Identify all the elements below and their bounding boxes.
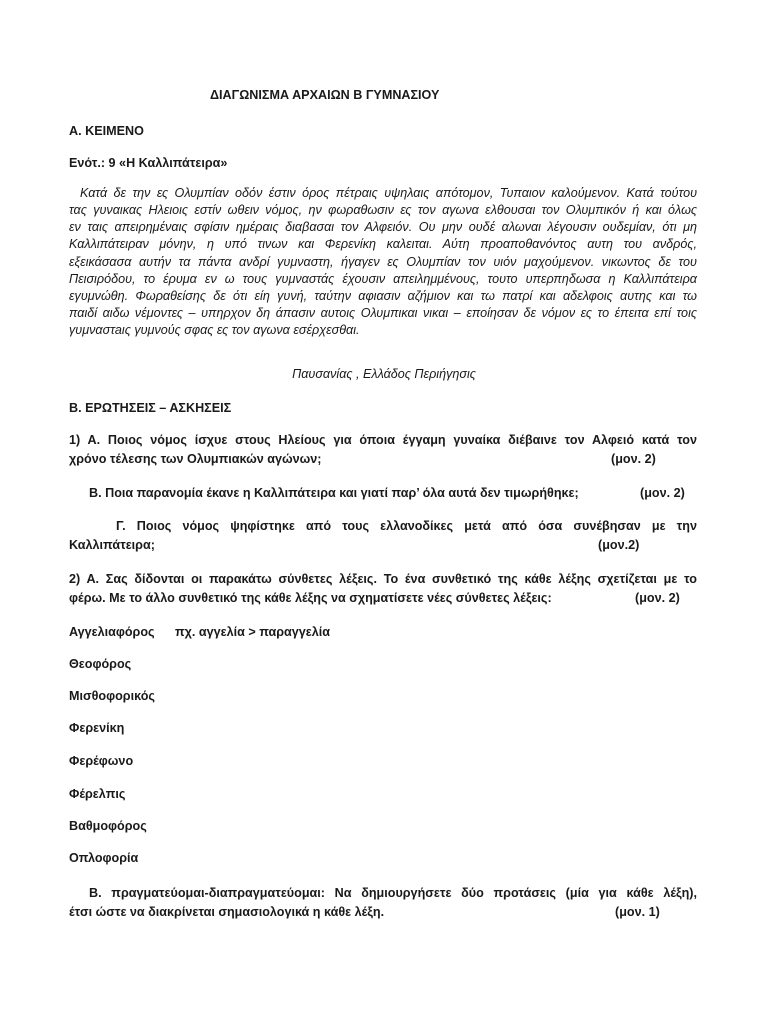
- word-item: Φέρελπις: [69, 787, 126, 801]
- question-1a-points: (μον. 2): [611, 452, 656, 466]
- question-1c-line: Καλλιπάτειρα;: [69, 538, 155, 552]
- text-line: Καλλιπάτειραν μόνην, η υπό τινων και Φερενίκη καλειται. Αύτη προαποθανόντος αυτη του ανδρός,: [69, 237, 697, 251]
- example-word: Αγγελιαφόρος: [69, 625, 155, 639]
- text-line: γυμναστaις γυμνούς σφας ες τον αγωνα εσέρχεσθαι.: [69, 323, 360, 337]
- text-line: παιδί αιδω νέμοντες – υπηρχον δη άπασιν αυτοις Ολυμπικαι νικαι – εποίησαν δε νόμον ες το έπειτα επί τοις: [69, 306, 697, 320]
- word-item: Μισθοφορικός: [69, 689, 155, 703]
- text-line: τας γυναικας Ηλειοις εστίν ωθειν νόμος, ην φωραθωσιν ες τον αγωνα ελθουσαι τον Ολυμπικόν ή και όλως: [69, 203, 697, 217]
- question-1c-points: (μον.2): [598, 538, 640, 552]
- text-source: Παυσανίας , Ελλάδος Περιήγησις: [292, 367, 476, 381]
- unit-heading: Ενότ.: 9 «Η Καλλιπάτειρα»: [69, 156, 228, 170]
- text-line: Κατά δε την ες Ολυμπίαν οδόν έστιν όρος πέτραις υψηλαις απότομον, Τυπαιον καλούμενον. Κατά τούτου: [80, 186, 697, 200]
- text-line: εγυμνώθη. Φωραθείσης δε ότι είη γυνή, ταύτην αφιασιν αζήμιον και τω πατρί και αδελφοις αυτης και τω: [69, 289, 697, 303]
- question-2b-line: έτσι ώστε να διακρίνεται σημασιολογικά η κάθε λέξη.: [69, 905, 385, 919]
- word-item: Βαθμοφόρος: [69, 819, 147, 833]
- question-1b-text: Β. Ποια παρανομία έκανε η Καλλιπάτειρα και γιατί παρ’ όλα αυτά δεν τιμωρήθηκε;: [89, 486, 579, 500]
- question-2a-points: (μον. 2): [635, 591, 680, 605]
- question-1a-line: 1) Α. Ποιος νόμος ίσχυε στους Ηλείους για όποια έγγαμη γυναίκα διέβαινε τον Αλφειό κατά τον: [69, 433, 697, 447]
- text-line: εν ταις απειρημέναις σφίσιν ημέραις διαβασαι τον Αλφειόν. Ου μην ουδέ αλωναι λέγουσιν ουδεμίαν, ότι μη: [69, 220, 697, 234]
- question-2b-points: (μον. 1): [615, 905, 660, 919]
- question-2b-line: Β. πραγματεύομαι-διαπραγματεύομαι: Να δημιουργήσετε δύο προτάσεις (μία για κάθε λέξη),: [89, 886, 697, 900]
- word-item: Οπλοφορία: [69, 851, 139, 865]
- question-2a-line: φέρω. Με το άλλο συνθετικό της κάθε λέξης να σχηματίσετε νέες σύνθετες λέξεις:: [69, 591, 552, 605]
- word-item: Φερενίκη: [69, 721, 125, 735]
- word-item: Θεοφόρος: [69, 657, 132, 671]
- question-1c-line: Γ. Ποιος νόμος ψηφίστηκε από τους ελλανοδίκες μετά από όσα συνέβησαν με την: [116, 519, 697, 533]
- section-a-heading: Α. ΚΕΙΜΕΝΟ: [69, 124, 144, 138]
- question-1b-points: (μον. 2): [640, 486, 685, 500]
- document-title: ΔΙΑΓΩΝΙΣΜΑ ΑΡΧΑΙΩΝ Β ΓΥΜΝΑΣΙΟΥ: [210, 88, 440, 102]
- text-line: Πεισιρόδου, το έρυμα εν ω τους γυμναστάς έχουσιν απειλημμένους, τουτο υπερπηδωσα η Καλλιπάτειρα: [69, 272, 697, 286]
- question-1a-line: χρόνο τέλεσης των Ολυμπιακών αγώνων;: [69, 452, 322, 466]
- section-b-heading: Β. ΕΡΩΤΗΣΕΙΣ – ΑΣΚΗΣΕΙΣ: [69, 401, 232, 415]
- question-2a-line: 2) Α. Σας δίδονται οι παρακάτω σύνθετες λέξεις. Το ένα συνθετικό της κάθε λέξης σχετίζεται με το: [69, 572, 697, 586]
- text-line: εξεικάσασα αυτήν τα πάντα ανδρί γυμναστη, ήγαγεν ες Ολυμπίαν τον υιόν μαχούμενον. νικωντος δε του: [69, 255, 697, 269]
- word-item: Φερέφωνο: [69, 754, 134, 768]
- example-text: πχ. αγγελία > παραγγελία: [175, 625, 331, 639]
